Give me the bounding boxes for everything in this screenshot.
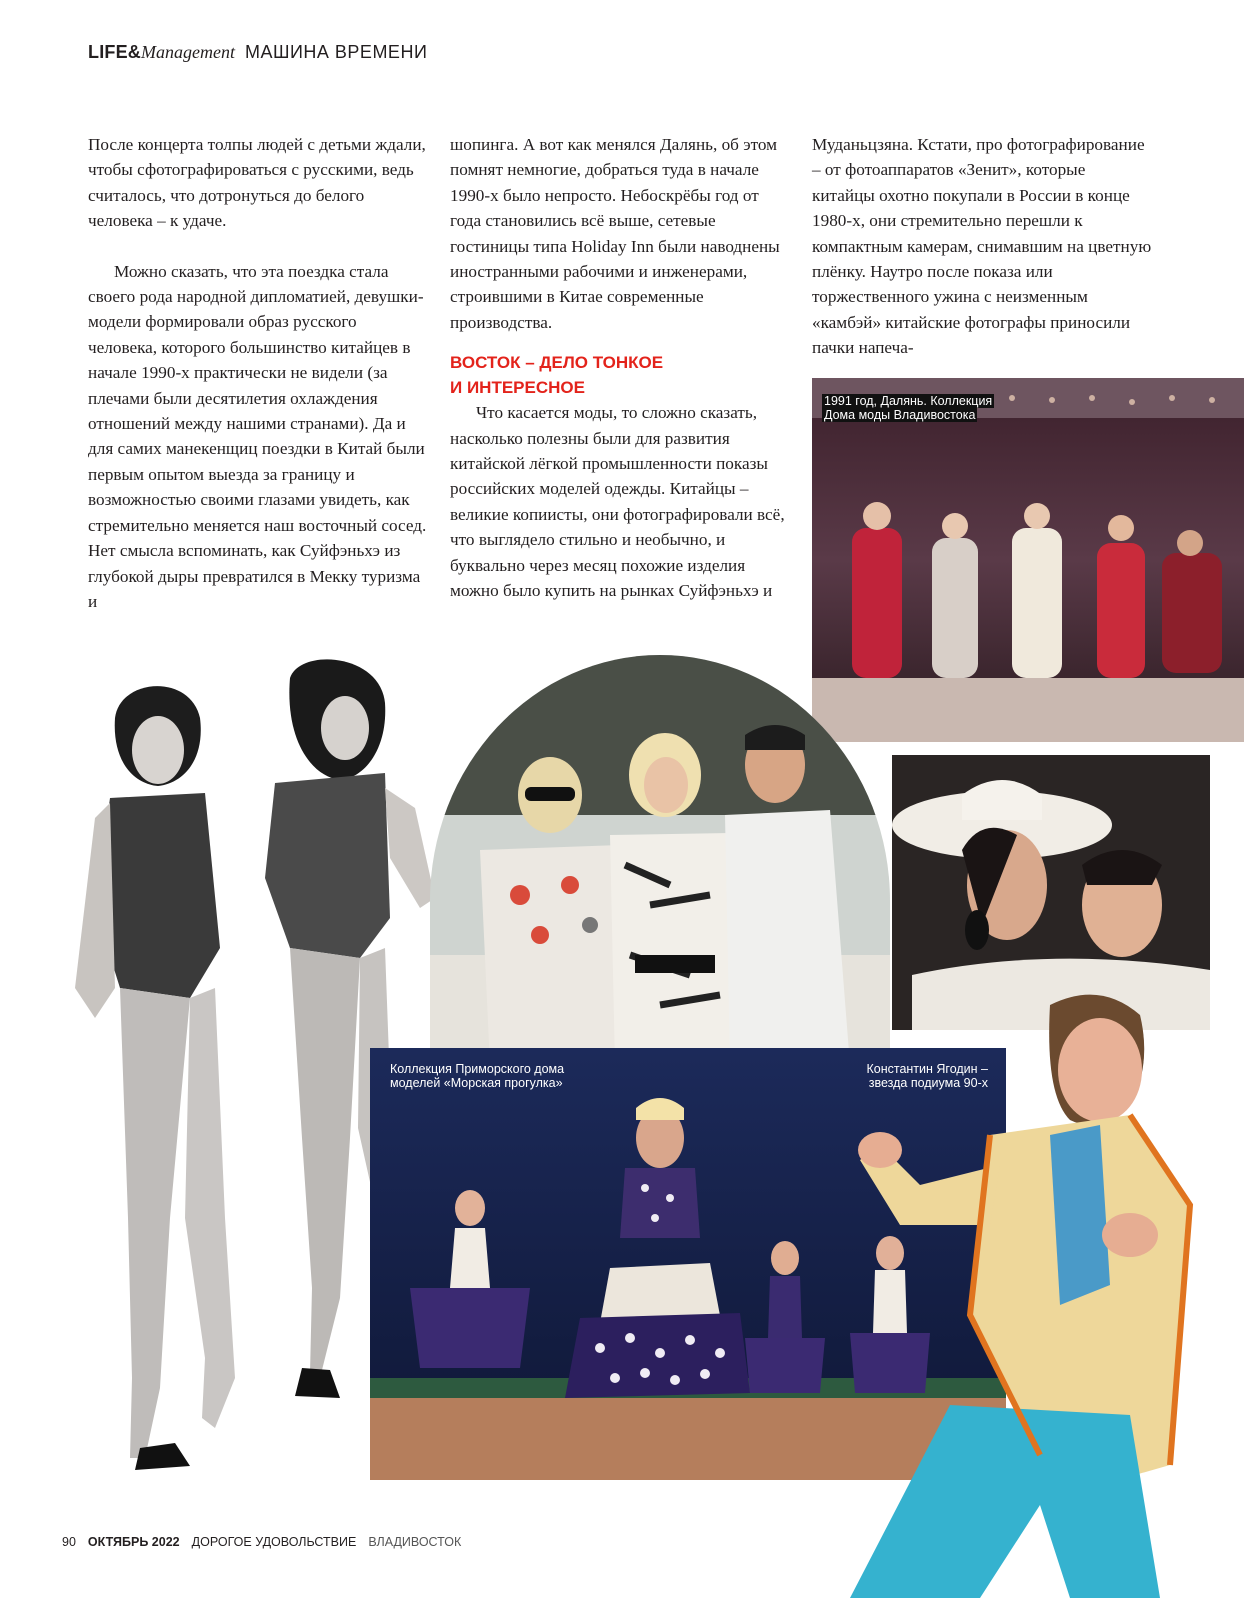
photo-yagodin <box>800 985 1200 1598</box>
text-column-1 <box>88 132 428 614</box>
page-header <box>88 42 427 72</box>
edition-city: ВЛАДИВОСТОК <box>368 1535 462 1549</box>
caption-dalian <box>822 394 994 422</box>
caption-collection <box>390 1062 564 1090</box>
caption-line: моделей «Морская прогулка» <box>390 1076 563 1090</box>
issue-date: ОКТЯБРЬ 2022 <box>87 1535 180 1549</box>
section-title: МАШИНА ВРЕМЕНИ <box>244 42 428 62</box>
caption-line: звезда подиума 90-х <box>868 1076 988 1090</box>
subheading-line-1: ВОСТОК – ДЕЛО ТОНКОЕ <box>450 353 664 373</box>
text-column-2 <box>450 132 790 604</box>
caption-line: 1991 год, Далянь. Коллекция <box>824 394 993 408</box>
paragraph: Что касается моды, то сложно сказать, насколько полезны были для развития китайской лёгкой промышленности показы российских моделей одежды. Китайцы – великие копиисты, они фотографировали всё, что выглядело стильно и необычно, и буквально через месяц похожие изделия можно было купить на рынках Суйфэньхэ и <box>450 403 785 601</box>
paragraph: Муданьцзяна. Кстати, про фотографирование – от фотоаппаратов «Зенит», которые китайцы охотно покупали в России в конце 1980-х, они стремительно перешли к компактным камерам, снимавшим на цветную плёнку. Наутро после показа или торжественного ужина с неизменным «камбэй» китайские фотографы приносили пачки напеча- <box>812 135 1152 358</box>
text-column-3 <box>812 132 1152 361</box>
subheading <box>450 350 790 400</box>
brand-management: Management <box>141 42 235 62</box>
paragraph: После концерта толпы людей с детьми ждали, чтобы сфотографироваться с русскими, ведь считалось, что дотронуться до белого человека – к удаче. <box>88 135 426 231</box>
caption-line: Коллекция Приморского дома <box>390 1062 565 1076</box>
magazine-name: ДОРОГОЕ УДОВОЛЬСТВИЕ <box>191 1535 357 1549</box>
brand-life: LIFE& <box>88 42 141 62</box>
paragraph: шопинга. А вот как менялся Далянь, об этом помнят немногие, добраться туда в начале 1990-х было непросто. Небоскрёбы год от года становились всё выше, сетевые гостиницы типа Holiday Inn были наводнены иностранными рабочими и инженерами, строившими в Китае современные производства. <box>450 135 780 332</box>
page-number: 90 <box>62 1535 76 1549</box>
subheading-line-2: И ИНТЕРЕСНОЕ <box>450 378 585 398</box>
caption-line: Дома моды Владивостока <box>824 408 976 422</box>
photo-dalian-stage <box>812 378 1244 742</box>
caption-line: Константин Ягодин – <box>866 1062 988 1076</box>
page-footer <box>62 1535 461 1549</box>
paragraph: Можно сказать, что эта поездка стала своего рода народной дипломатией, девушки-модели формировали образ русского человека, которого большинство китайцев в начале 1990-х практически не видели (за плечами были десятилетия охлаждения отношений между нашими странами). Да и для самих манекенщиц поездки в Китай были первым опытом выезда за границу и возможностью своими глазами увидеть, как стремительно меняется наш восточный сосед. Нет смысла вспоминать, как Суйфэньхэ из глубокой дыры превратился в Мекку туризма и <box>88 261 427 611</box>
